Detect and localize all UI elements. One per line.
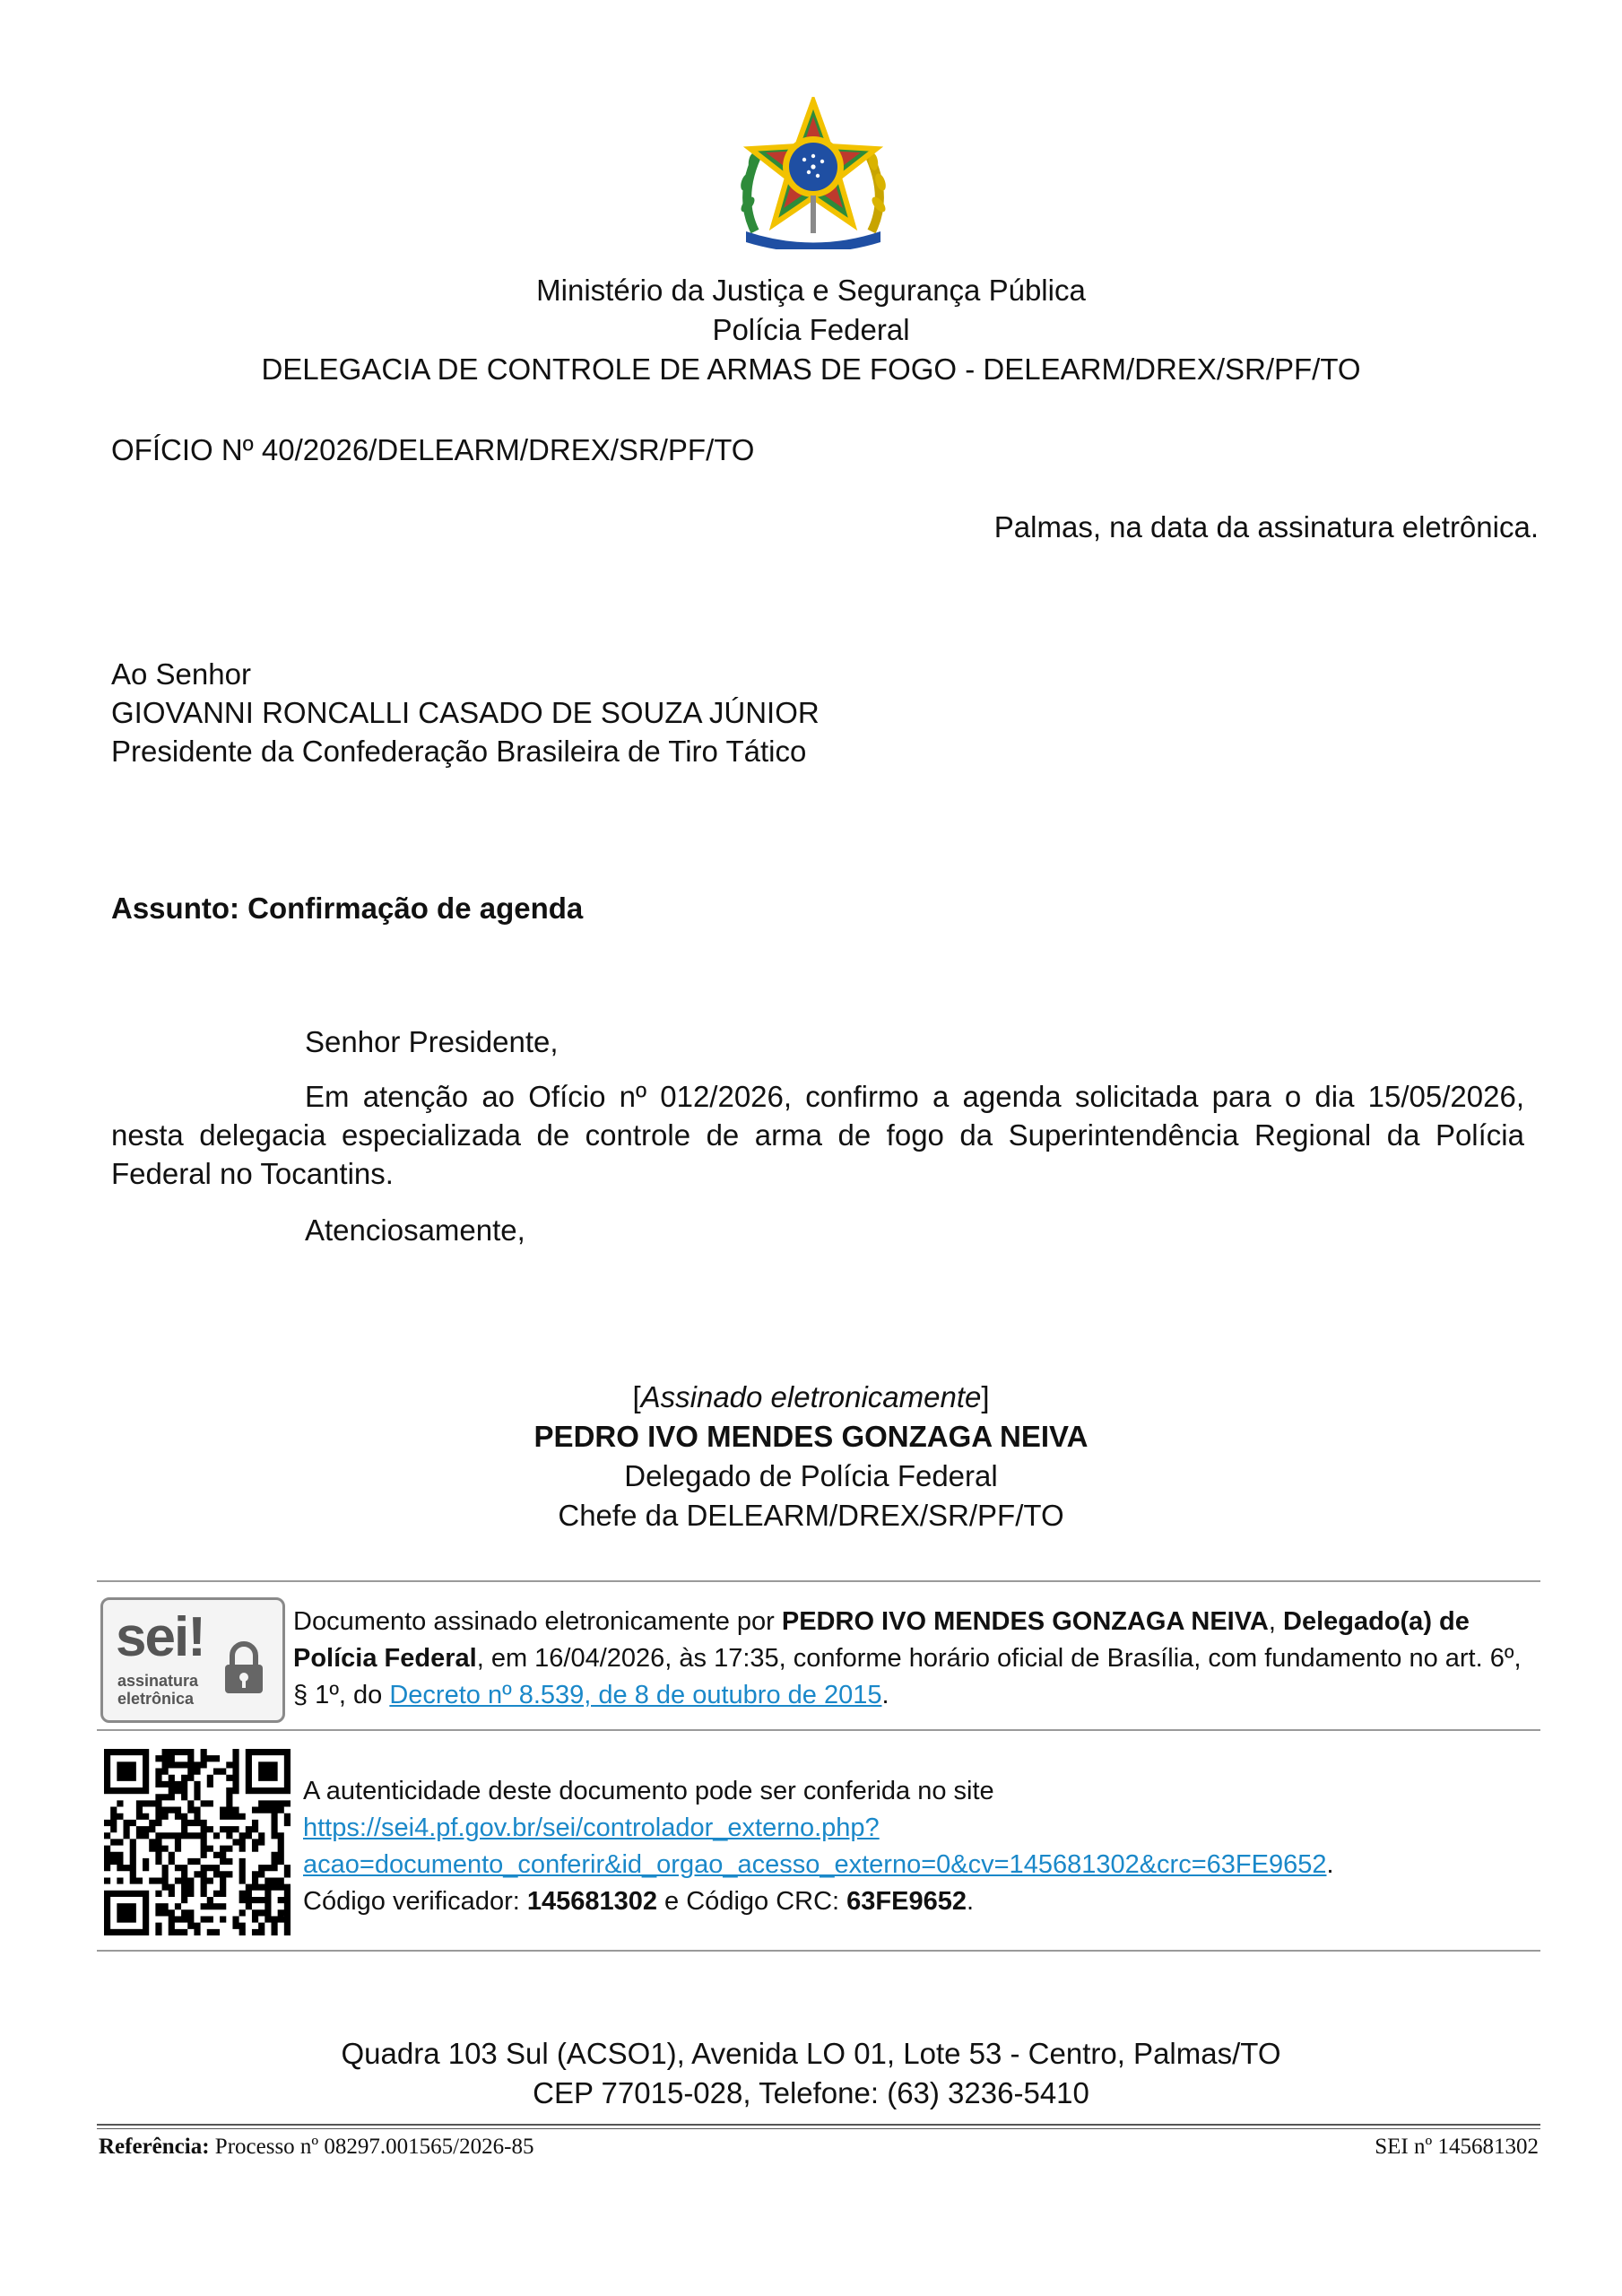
- verify-url-part1[interactable]: https://sei4.pf.gov.br/sei/controlador_externo.php?: [303, 1813, 880, 1842]
- unit-name: DELEGACIA DE CONTROLE DE ARMAS DE FOGO - DELEARM/DREX/SR/PF/TO: [261, 352, 1361, 386]
- recipient-title: Presidente da Confederação Brasileira de Tiro Tático: [111, 735, 807, 768]
- closing: Atenciosamente,: [305, 1213, 525, 1247]
- signer-role: Delegado de Polícia Federal: [624, 1459, 998, 1492]
- codes-end: .: [966, 1887, 975, 1916]
- footer-ref-label: Referência:: [99, 2135, 210, 2159]
- signed-label-text: Assinado eletronicamente: [640, 1380, 982, 1413]
- sei-text-2: ,: [1268, 1607, 1283, 1636]
- verify-url-line2: [303, 1847, 1334, 1883]
- code-label: Código verificador:: [303, 1887, 527, 1916]
- sei-text-1: Documento assinado eletronicamente por: [293, 1607, 782, 1636]
- sei-signer: PEDRO IVO MENDES GONZAGA NEIVA: [781, 1607, 1269, 1636]
- coat-of-arms-seal: [728, 97, 898, 249]
- recipient-name: GIOVANNI RONCALLI CASADO DE SOUZA JÚNIOR: [111, 696, 820, 729]
- sei-text-4: .: [881, 1681, 889, 1709]
- qr-finder-pattern: [104, 1749, 149, 1794]
- address-line2: CEP 77015-028, Telefone: (63) 3236-5410: [533, 2076, 1089, 2109]
- verify-url-end: .: [1326, 1850, 1334, 1879]
- signer-position: Chefe da DELEARM/DREX/SR/PF/TO: [558, 1499, 1064, 1532]
- verify-codes: [303, 1883, 974, 1920]
- divider-bottom: [97, 1950, 1540, 1952]
- sei-signature-text: [293, 1604, 1531, 1714]
- body-paragraph: Em atenção ao Ofício nº 012/2026, confirmo a agenda solicitada para o dia 15/05/2026, nesta delegacia especializada de controle de arma de fogo da Superintendência Regional da Polícia Federal no Tocantins.: [111, 1080, 1524, 1190]
- divider-top: [97, 1580, 1540, 1582]
- footer-rule-1: [97, 2124, 1540, 2126]
- document-number: OFÍCIO Nº 40/2026/DELEARM/DREX/SR/PF/TO: [111, 433, 755, 466]
- sei-logo-sub1: assinatura: [117, 1672, 199, 1690]
- lock-icon: [221, 1639, 266, 1700]
- verify-intro: A autenticidade deste documento pode ser conferida no site: [303, 1777, 994, 1805]
- subject-line: Assunto: Confirmação de agenda: [111, 891, 584, 925]
- agency-name: Polícia Federal: [712, 313, 910, 346]
- footer-sei-number: SEI nº 145681302: [1375, 2135, 1539, 2159]
- sei-text-3: , em 16/04/2026, às 17:35, conforme horário oficial de Brasília, com fundamento no art. 6º, § 1º, do: [293, 1644, 1522, 1709]
- footer-ref-value: Processo nº 08297.001565/2026-85: [209, 2135, 534, 2159]
- sei-logo: [100, 1597, 285, 1723]
- divider-middle: [97, 1729, 1540, 1731]
- qr-finder-pattern: [246, 1749, 291, 1794]
- recipient-salutation: Ao Senhor: [111, 657, 251, 691]
- decree-link[interactable]: Decreto nº 8.539, de 8 de outubro de 2015: [389, 1681, 882, 1709]
- place-date: Palmas, na data da assinatura eletrônica.: [993, 510, 1539, 544]
- greeting: Senhor Presidente,: [305, 1025, 559, 1058]
- footer-rule-2: [97, 2128, 1540, 2129]
- crc-label: e Código CRC:: [657, 1887, 847, 1916]
- code-value: 145681302: [526, 1887, 657, 1916]
- qr-finder-pattern: [104, 1891, 149, 1935]
- verify-url-part2[interactable]: acao=documento_conferir&id_orgao_acesso_externo=0&cv=145681302&crc=63FE9652: [303, 1850, 1327, 1879]
- verify-url-line1: [303, 1810, 880, 1847]
- sei-logo-text: sei!: [116, 1606, 204, 1668]
- crc-value: 63FE9652: [846, 1887, 967, 1916]
- sei-logo-sub2: eletrônica: [117, 1690, 195, 1708]
- signer-name: PEDRO IVO MENDES GONZAGA NEIVA: [533, 1420, 1089, 1453]
- sei-signer-role: Delegado(a) de Polícia Federal: [293, 1607, 1470, 1673]
- address-line1: Quadra 103 Sul (ACSO1), Avenida LO 01, Lote 53 - Centro, Palmas/TO: [341, 2037, 1281, 2070]
- qr-code: [104, 1749, 291, 1935]
- signed-label: [Assinado eletronicamente]: [632, 1380, 990, 1413]
- ministry-name: Ministério da Justiça e Segurança Pública: [536, 274, 1086, 307]
- footer-reference: [99, 2135, 533, 2160]
